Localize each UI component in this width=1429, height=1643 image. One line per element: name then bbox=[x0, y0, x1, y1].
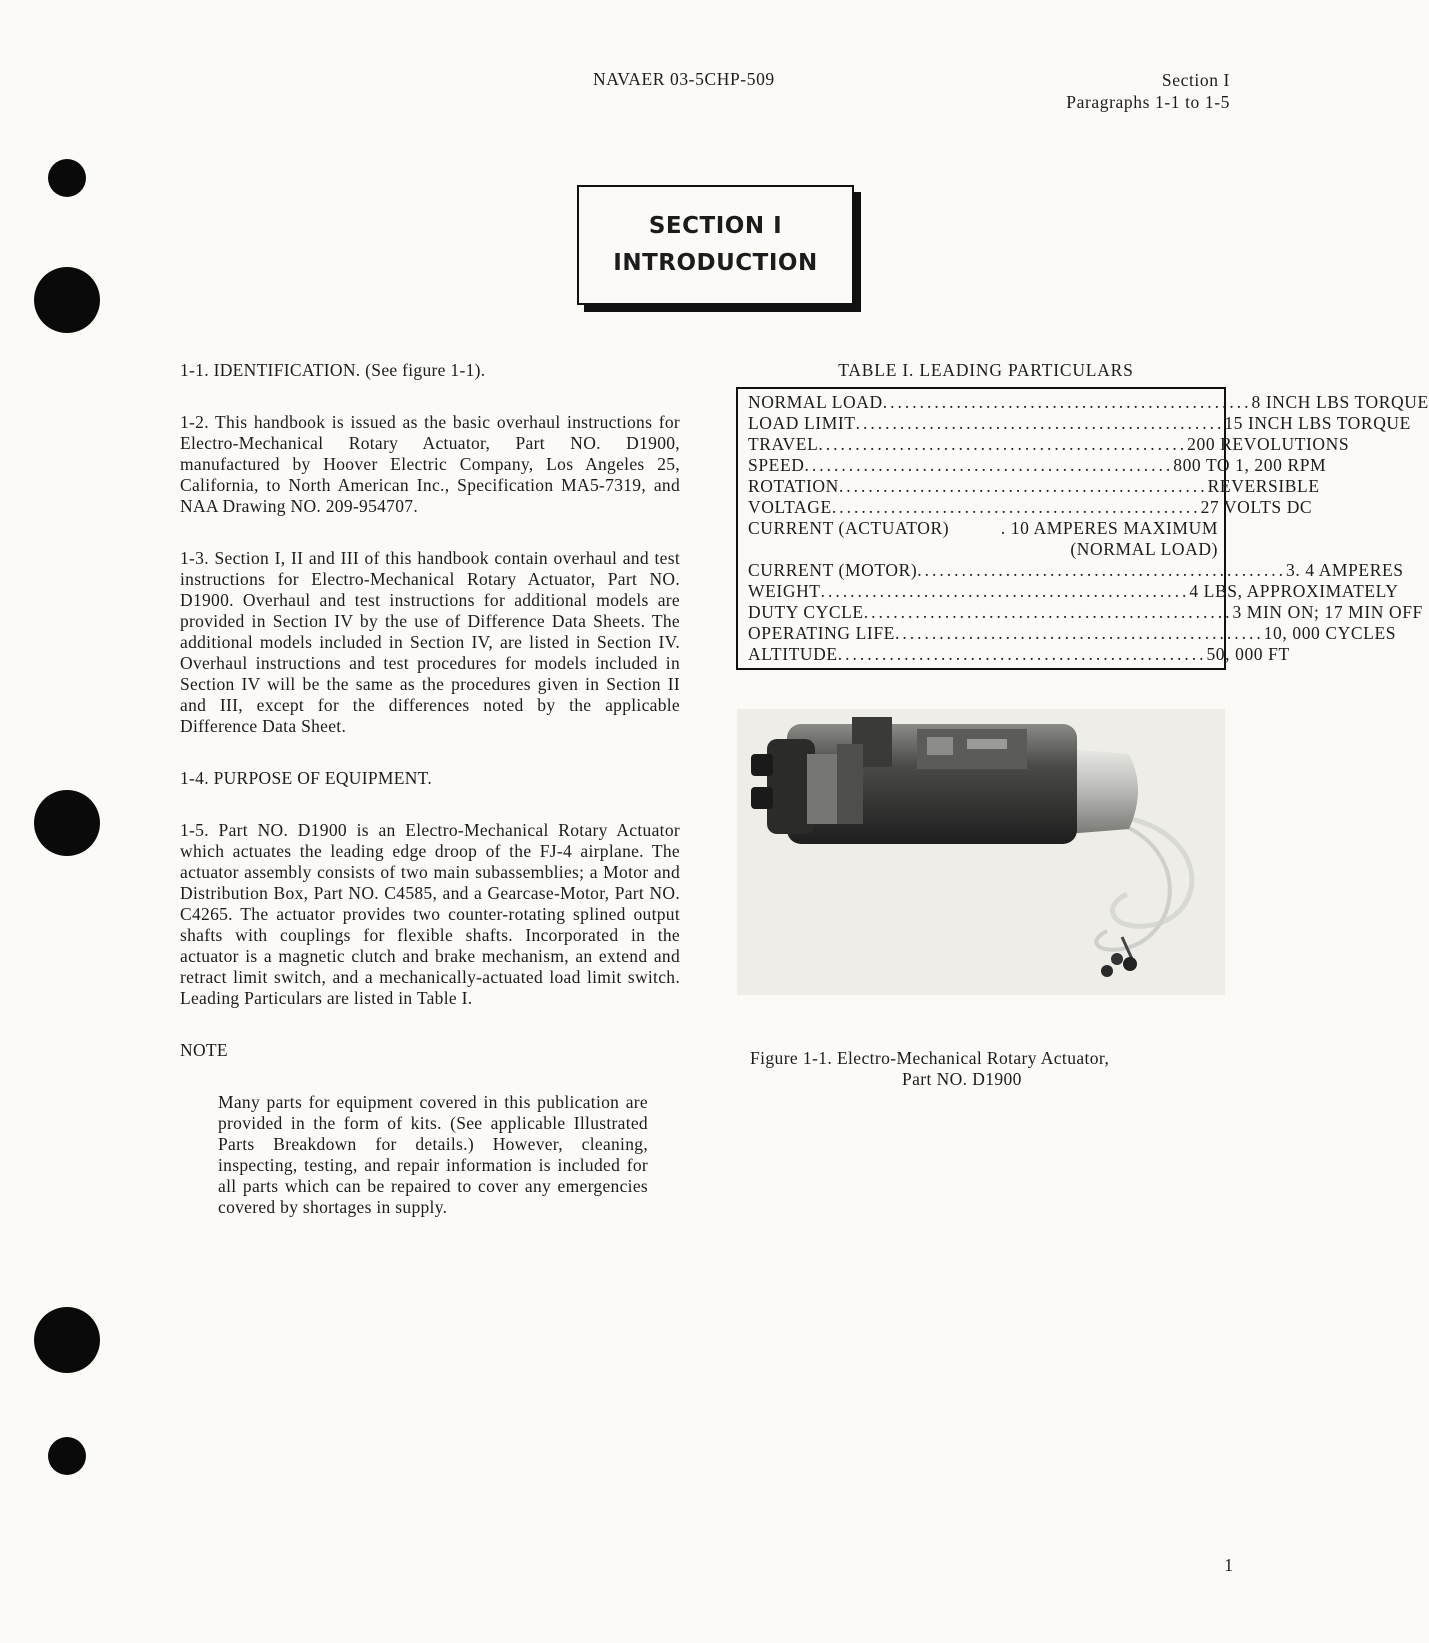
page-number: 1 bbox=[1224, 1555, 1233, 1575]
table-row: OPERATING LIFE .................................................. 10, 000 CYCLES bbox=[748, 623, 1397, 643]
paragraph-1-1: 1-1. IDENTIFICATION. (See figure 1-1). bbox=[180, 360, 486, 380]
table-row: CURRENT (ACTUATOR) . 10 AMPERES MAXIMUM bbox=[748, 518, 1218, 538]
binder-hole bbox=[48, 159, 86, 197]
caption-line-2: Part NO. D1900 bbox=[902, 1069, 1022, 1089]
table-row: WEIGHT .................................................. 4 LBS, APPROXIMATELY bbox=[748, 581, 1399, 601]
binder-hole bbox=[34, 1307, 100, 1373]
table-row-continuation: (NORMAL LOAD) bbox=[1070, 539, 1218, 559]
binder-hole bbox=[34, 790, 100, 856]
table-row: ROTATION .................................................. REVERSIBLE bbox=[748, 476, 1320, 496]
actuator-photo bbox=[737, 709, 1225, 995]
table-row: ALTITUDE .................................................. 50, 000 FT bbox=[748, 644, 1290, 664]
table-row: DUTY CYCLE .................................................. 3 MIN ON; 17 MIN OFF bbox=[748, 602, 1423, 622]
binder-hole bbox=[48, 1437, 86, 1475]
leading-particulars-table bbox=[736, 387, 1429, 670]
table-row: TRAVEL .................................................. 200 REVOLUTIONS bbox=[748, 434, 1350, 454]
paragraph-1-2: 1-2. This handbook is issued as the basic overhaul instructions for Electro-Mechanical Rotary Actuator, Part NO. D1900, manufactured by Hoover Electric Company, Los Angeles 25, California, to North American Inc., Specification MA5-7319, and NAA Drawing NO. 209-954707. bbox=[180, 412, 680, 516]
table-title: TABLE I. LEADING PARTICULARS bbox=[838, 360, 1134, 380]
table-row: NORMAL LOAD .................................................. 8 INCH LBS TORQUE bbox=[748, 392, 1429, 412]
paragraph-1-5: 1-5. Part NO. D1900 is an Electro-Mechanical Rotary Actuator which actuates the leading edge droop of the FJ-4 airplane. The actuator assembly consists of two main subassemblies; a Motor and Distribution Box, Part NO. C4585, and a Gearcase-Motor, Part NO. C4265. The actuator provides two counter-rotating splined output shafts with couplings for flexible shafts. Incorporated in the actuator is a magnetic clutch and brake mechanism, an extend and retract limit switch, and a mechanically-actuated load limit switch. Leading Particulars are listed in Table I. bbox=[180, 820, 680, 1008]
table-row: VOLTAGE .................................................. 27 VOLTS DC bbox=[748, 497, 1313, 517]
table-row: CURRENT (MOTOR) .................................................. 3. 4 AMPERES bbox=[748, 560, 1404, 580]
paragraphs-range: Paragraphs 1-1 to 1-5 bbox=[1066, 92, 1230, 112]
section-label: Section I bbox=[1161, 70, 1230, 90]
section-title-box bbox=[577, 185, 854, 305]
table-row: SPEED .................................................. 800 TO 1, 200 RPM bbox=[748, 455, 1327, 475]
figure-caption bbox=[750, 1048, 1230, 1090]
section-title: INTRODUCTION bbox=[613, 250, 818, 276]
table-row: LOAD LIMIT .................................................. 15 INCH LBS TORQUE bbox=[748, 413, 1411, 433]
body-text-column bbox=[180, 360, 680, 1218]
binder-hole bbox=[34, 267, 100, 333]
document-number: NAVAER 03-5CHP-509 bbox=[593, 69, 775, 89]
note-title: NOTE bbox=[180, 1040, 228, 1060]
note-body: Many parts for equipment covered in this publication are provided in the form of kits. (See applicable Illustrated Parts Breakdown for details.) However, cleaning, inspecting, testing, and repair information is included for all parts which can be repaired to cover any emergencies covered by shortages in supply. bbox=[218, 1092, 648, 1217]
caption-line-1: Figure 1-1. Electro-Mechanical Rotary Actuator, bbox=[750, 1048, 1110, 1068]
paragraph-1-4: 1-4. PURPOSE OF EQUIPMENT. bbox=[180, 768, 433, 788]
section-number: SECTION I bbox=[648, 213, 783, 239]
paragraph-1-3: 1-3. Section I, II and III of this handbook contain overhaul and test instructions for Electro-Mechanical Rotary Actuator, Part NO. D1900. Overhaul and test instructions for additional models are provided in Section IV by the use of Difference Data Sheets. The additional models included in Section IV, are listed in Section IV. Overhaul instructions and test procedures for models included in Section IV will be the same as the procedures given in Section II and III, except for the differences noted by the applicable Difference Data Sheet. bbox=[180, 548, 680, 736]
running-header bbox=[1066, 69, 1230, 113]
